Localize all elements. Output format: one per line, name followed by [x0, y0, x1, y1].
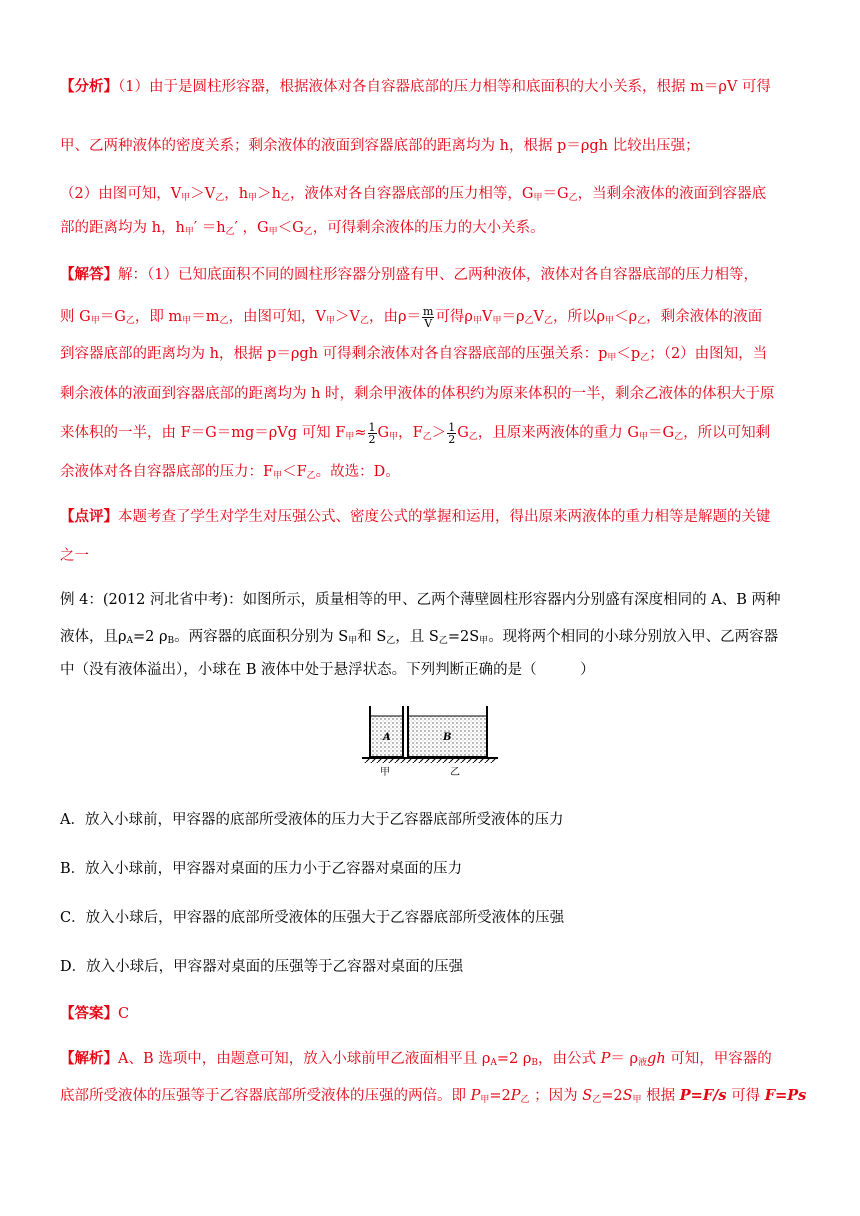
- example-line-3: 中（没有液体溢出），小球在 B 液体中处于悬浮状态。下列判断正确的是（ ）: [60, 662, 595, 678]
- containers-figure: [360, 702, 500, 777]
- label-jia: 甲: [380, 767, 390, 777]
- analysis-line-1: 【分析】（1）由于是圆柱形容器，根据液体对各自容器底部的压力相等和底面积的大小关系，根据 m＝ρV 可得: [60, 78, 771, 95]
- label-a: A: [383, 732, 391, 743]
- option-d: D．放入小球后，甲容器对桌面的压强等于乙容器对桌面的压强: [60, 959, 464, 975]
- fraction-one-half: $\frac{1}{2}$: [368, 420, 376, 446]
- fraction-one-half-2: $\frac{1}{2}$: [448, 420, 456, 446]
- fraction-m-over-v: $\frac{m}{V}$: [423, 304, 434, 330]
- analysis-line-3: （2）由图可知，$V_甲>V_乙$，$h_甲>h_乙$，液体对各自容器底部的压力相等，$G_甲=G_乙$，当剩余液体的液面到容器底: [60, 186, 767, 203]
- parse-line-1: 【解析】A、B 选项中，由题意可知，放入小球前甲乙液面相平且 $\rho_A=2$ $\rho_B$，由公式 $P= \rho_液gh$ 可知，甲容器的: [60, 1050, 772, 1068]
- analysis-line-2: 甲、乙两种液体的密度关系；剩余液体的液面到容器底部的距离均为 h，根据 p＝ρgh 比较出压强；: [60, 138, 700, 154]
- solution-line-2: 则 $G_甲=G_乙$，即 $m_甲=m_乙$，由图可知，$V_甲>V_乙$，由ρ＝ $\frac{m}{V}$ 可得$\rho_甲V_甲=\rho_乙V_乙$，所以$\rho_甲<\rho_乙$，剩余液体的液面: [60, 304, 763, 330]
- solution-line-4: 剩余液体的液面到容器底部的距离均为 h 时，剩余甲液体的体积约为原来体积的一半，剩余乙液体的体积大于原: [60, 386, 775, 402]
- analysis-line-4: 部的距离均为 h，$h_甲' =h_乙'$ ，$G_甲<G_乙$，可得剩余液体的压力的大小关系。: [60, 220, 545, 237]
- option-a: A．放入小球前，甲容器的底部所受液体的压力大于乙容器底部所受液体的压力: [60, 812, 564, 828]
- option-c: C．放入小球后，甲容器的底部所受液体的压强大于乙容器底部所受液体的压强: [60, 910, 565, 926]
- answer: 【答案】C: [60, 1005, 130, 1022]
- parse-line-2: 底部所受液体的压强等于乙容器底部所受液体的压强的两倍。即 $P_甲=2P_乙$ ；因为 $S_乙=2S_甲$ 根据 P=F/s 可得 F=Ps: [60, 1087, 807, 1105]
- comment-line-2: 之一: [60, 548, 89, 564]
- label-b: B: [443, 732, 452, 743]
- solution-line-1: 【解答】解：（1）已知底面积不同的圆柱形容器分别盛有甲、乙两种液体，液体对各自容器底部的压力相等，: [60, 266, 758, 283]
- option-b: B．放入小球前，甲容器对桌面的压力小于乙容器对桌面的压力: [60, 861, 463, 877]
- label-yi: 乙: [450, 767, 460, 777]
- example-line-1: 例 4：(2012 河北省中考)：如图所示，质量相等的甲、乙两个薄壁圆柱形容器内分别盛有深度相同的 A、B 两种: [60, 592, 781, 608]
- solution-line-3: 到容器底部的距离均为 h，根据 p＝ρgh 可得剩余液体对各自容器底部的压强关系：$p_甲<p_乙$；（2）由图知，当: [60, 346, 768, 363]
- solution-line-5: 来体积的一半，由 F＝G＝mg＝ρVg 可知 $F_甲\approx$ $\frac{1}{2}$ $G_甲$，$F_乙>$ $\frac{1}{2}$ $G_乙$，且原来两液体的重力 $G_甲=G_乙$，所以可知剩: [60, 420, 771, 446]
- example-line-2: 液体，且$\rho_A=2$ $\rho_B$。两容器的底面积分别为 $S_甲$和 $S_乙$，且 $S_乙=2S_甲$。现将两个相同的小球分别放入甲、乙两容器: [60, 629, 779, 646]
- comment-line-1: 【点评】本题考查了学生对学生对压强公式、密度公式的掌握和运用，得出原来两液体的重力相等是解题的关键: [60, 508, 771, 525]
- solution-line-6: 余液体对各自容器底部的压力：$F_甲<F_乙$。故选：D。: [60, 464, 400, 481]
